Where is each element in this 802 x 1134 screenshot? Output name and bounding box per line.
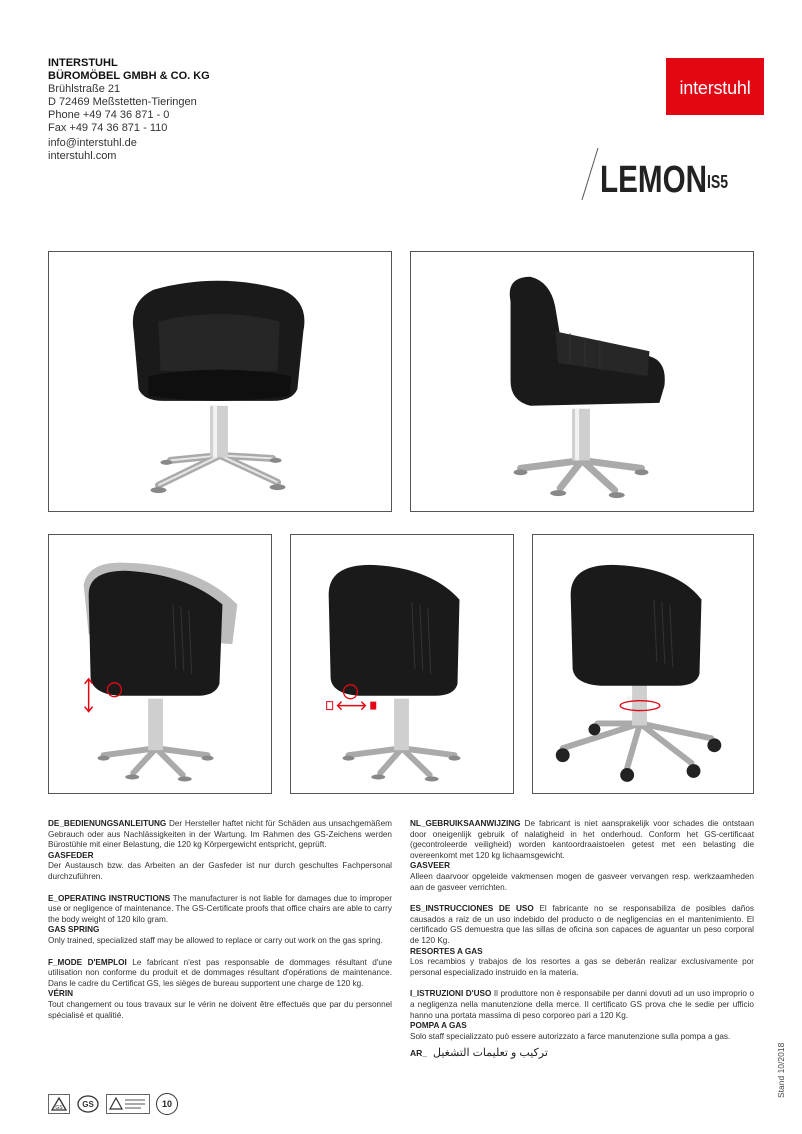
instruction-de: DE_BEDIENUNGSANLEITUNG Der Hersteller haftet nicht für Schäden aus unsachgemäßem Gebrauch oder aus Nachlässigkeiten in der Wartung. Im Rahmen des GS-Zeichens werden Bürostühle mit einer Belastung, die 120 kg Körpergewicht entspricht, geprüft. GASFEDER Der Austausch bzw. das Arbeiten an der Gasfeder ist nur durch geschultes Fachpersonal durchzuführen. bbox=[48, 819, 392, 881]
company-name-1: INTERSTUHL bbox=[48, 57, 118, 69]
company-street: Brühlstraße 21 bbox=[48, 83, 121, 95]
chair-castor-icon bbox=[533, 535, 753, 793]
photo-front-view bbox=[48, 251, 392, 512]
company-phone: Phone +49 74 36 871 - 0 bbox=[48, 109, 170, 121]
instruction-es: ES_INSTRUCCIONES DE USO El fabricante no se responsabiliza de posibles daños causados a raiz de un uso indebido del producto o de negligencias en el mantenimiento. El certificado GS demuestra que las sillas de oficina son capaces de aguantar un peso corporal de 120 Kg. RESORTES A GAS Los recambios y trabajos de los resortes a gas se deberán realizar exclusivamente por personal especializado instruido en la materia. bbox=[410, 904, 754, 977]
ar-text: تركيب و تعليمات التشغيل bbox=[433, 1047, 548, 1059]
warranty-years: 10 bbox=[161, 1099, 172, 1109]
chair-height-icon bbox=[49, 535, 271, 793]
product-name: LEMON bbox=[600, 159, 708, 201]
instruction-ar bbox=[410, 1046, 548, 1059]
instruction-fr: F_MODE D'EMPLOI Le fabricant n'est pas responsable de dommages résultant d'une utilisation non conforme du produit et de dommages résultant d'opérations de maintenance. Dans le cadre du Certificat GS, les sièges de bureau supportent une charge de 120 kg. VÉRIN Tout changement ou tous travaux sur le vérin ne doivent être effectués que par du personnel spécialisé et qualitié. bbox=[48, 957, 392, 1020]
photo-side-view bbox=[410, 251, 754, 512]
warranty-badge-icon bbox=[156, 1093, 178, 1115]
svg-text:GS: GS bbox=[82, 1100, 94, 1109]
photo-height-adjustment bbox=[48, 534, 272, 794]
gs-mark-icon bbox=[48, 1094, 70, 1114]
chair-seat-icon bbox=[291, 535, 513, 793]
company-address bbox=[48, 57, 210, 163]
title-slash-icon bbox=[580, 146, 600, 202]
certificates bbox=[48, 1093, 178, 1115]
product-model: IS5 bbox=[707, 172, 729, 192]
company-email[interactable]: info@interstuhl.de bbox=[48, 137, 137, 149]
photo-seat-adjustment bbox=[290, 534, 514, 794]
instruction-nl: NL_GEBRUIKSAANWIJZING De fabricant is niet aansprakelijk voor schades die ontstaan door oneigenlijk gebruik of nalatigheid in het onderhoud. Conform het GS-certificaat (gecontroleerde veiligheid) worden kantoordraaistoelen getest met een belasting die overeenkomt met 120 kg lichaamsgewicht. GASVEER Alleen daarvoor opgeleide vakmensen mogen de gasveer vervangen resp. werkzaamheden aan de gasveer verrichten. bbox=[410, 819, 754, 892]
photo-castor-base bbox=[532, 534, 754, 794]
company-fax: Fax +49 74 36 871 - 110 bbox=[48, 122, 168, 134]
stand-date: Stand 10/2018 bbox=[776, 1042, 786, 1098]
logo-text: interstuhl bbox=[679, 78, 751, 98]
gs-seal-icon bbox=[76, 1094, 100, 1114]
instruction-en: E_OPERATING INSTRUCTIONS The manufacturer is not liable for damages due to improper use or negligence of maintenance. The GS-Certificate proofs that office chairs are able to carry the body weight of 120 kilo gram. GAS SPRING Only trained, specialized staff may be allowed to replace or carry out work on the gas spring. bbox=[48, 893, 392, 945]
instructions-right-column bbox=[410, 819, 754, 1053]
company-city: D 72469 Meßstetten-Tieringen bbox=[48, 96, 197, 108]
interstuhl-logo bbox=[666, 58, 764, 115]
ar-code: AR_ bbox=[410, 1047, 428, 1058]
instructions-left-column bbox=[48, 819, 392, 1032]
svg-text:GS: GS bbox=[55, 1105, 63, 1111]
tuv-cert-icon bbox=[106, 1094, 150, 1114]
chair-front-icon bbox=[49, 252, 391, 511]
company-web[interactable]: interstuhl.com bbox=[48, 150, 117, 162]
product-title bbox=[580, 146, 770, 202]
chair-side-icon bbox=[411, 252, 753, 511]
company-name-2: BÜROMÖBEL GMBH & CO. KG bbox=[48, 70, 210, 82]
instruction-it: I_ISTRUZIONI D'USO Il produttore non è responsabile per danni dovuti ad un uso improprio o a negligenza nella manutenzione della merce. Il certificato GS prova che le sedie per ufficio hanno una portata massima di peso corporeo pari a 120 Kg. POMPA A GAS Solo staff specializzato può essere autorizzato a farce manutenzione sulla pompa a gas. bbox=[410, 989, 754, 1041]
